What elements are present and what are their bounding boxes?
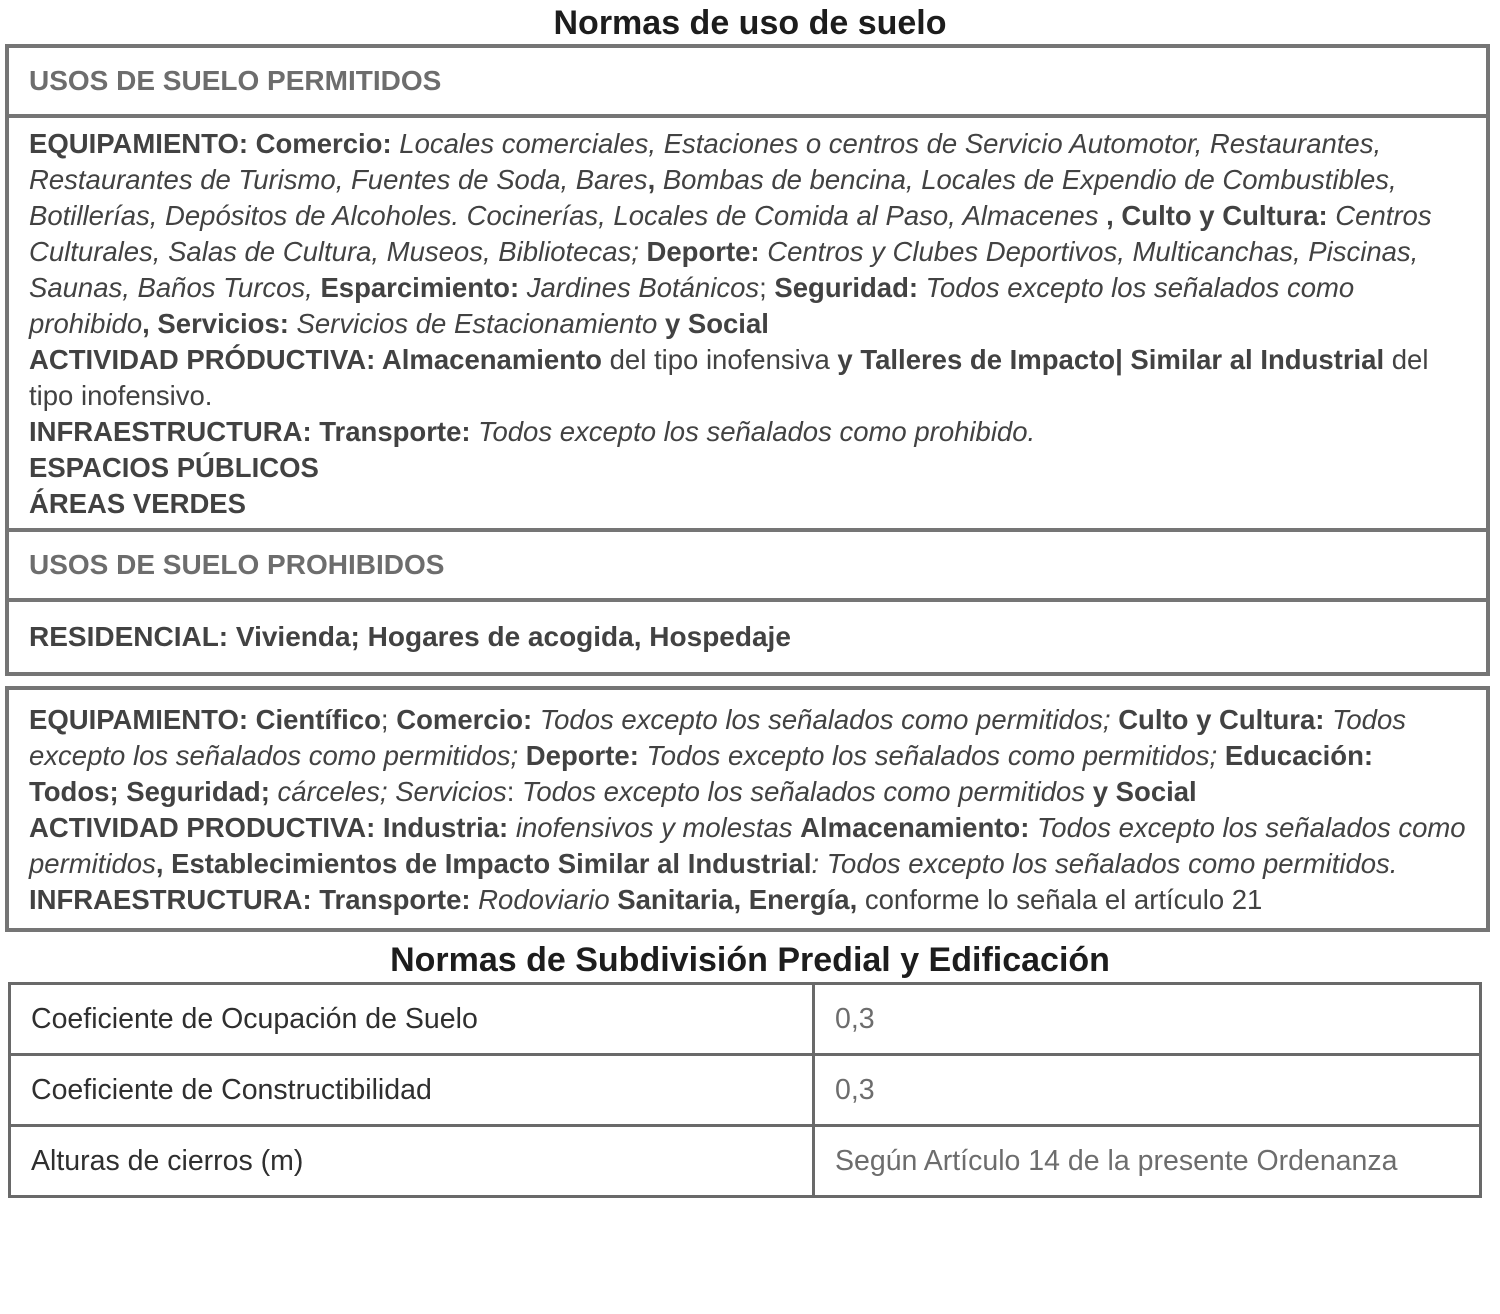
- permitted-paragraph-areas: ÁREAS VERDES: [29, 488, 246, 519]
- prohibited-detail-cell: [9, 690, 1486, 928]
- permitted-paragraph-actividad: ACTIVIDAD PRÓDUCTIVA: Almacenamiento del tipo inofensiva y Talleres de Impacto| Similar al Industrial del tipo inofensivo.: [29, 344, 1429, 411]
- permitted-header-row: USOS DE SUELO PERMITIDOS: [29, 65, 442, 96]
- permitted-detail-cell: [9, 114, 1486, 528]
- prohibited-paragraph-equipamiento: EQUIPAMIENTO: Científico; Comercio: Todos excepto los señalados como permitidos; Culto y Cultura: Todos excepto los señalados como permitidos; Deporte: Todos excepto los señalados como permitidos; Educación: Todos; Seguridad; cárceles; Servicios: Todos excepto los señalados como permitidos y Social: [29, 704, 1406, 807]
- page-title: Normas de uso de suelo: [553, 4, 947, 42]
- prohibited-header-row: USOS DE SUELO PROHIBIDOS: [9, 528, 1486, 598]
- subdivision-table: [8, 982, 1482, 1198]
- row-label: Coeficiente de Ocupación de Suelo: [11, 985, 815, 1053]
- row-value: Según Artículo 14 de la presente Ordenanza: [835, 1144, 1398, 1177]
- land-use-table: [5, 44, 1490, 676]
- permitted-paragraph-espacios: ESPACIOS PÚBLICOS: [29, 452, 319, 483]
- row-label: Alturas de cierros (m): [11, 1127, 815, 1195]
- permitted-paragraph-infraestructura: INFRAESTRUCTURA: Transporte: Todos excepto los señalados como prohibido.: [29, 416, 1036, 447]
- row-value: 0,3: [835, 1073, 875, 1106]
- prohibited-detail-box: [5, 686, 1490, 932]
- row-value: 0,3: [835, 1002, 875, 1035]
- prohibited-paragraph-infraestructura: INFRAESTRUCTURA: Transporte: Rodoviario Sanitaria, Energía, conforme lo señala el artículo 21: [29, 884, 1263, 915]
- table-row: [11, 985, 1479, 1053]
- table-row: [11, 1124, 1479, 1195]
- table-row: [11, 1053, 1479, 1124]
- prohibited-paragraph-actividad: ACTIVIDAD PRODUCTIVA: Industria: inofensivos y molestas Almacenamiento: Todos excepto los señalados como permitidos, Establecimientos de Impacto Similar al Industrial: Todos excepto los señalados como permitidos.: [29, 812, 1466, 879]
- subdivision-title: Normas de Subdivisión Predial y Edificación: [390, 941, 1110, 979]
- residential-row: RESIDENCIAL: Vivienda; Hogares de acogida, Hospedaje: [9, 598, 1486, 672]
- permitted-paragraph-equipamiento: EQUIPAMIENTO: Comercio: Locales comerciales, Estaciones o centros de Servicio Automotor, Restaurantes, Restaurantes de Turismo, Fuentes de Soda, Bares, Bombas de bencina, Locales de Expendio de Combustibles, Botillerías, Depósitos de Alcoholes. Cocinerías, Locales de Comida al Paso, Almacenes , Culto y Cultura: Centros Culturales, Salas de Cultura, Museos, Bibliotecas; Deporte: Centros y Clubes Deportivos, Multicanchas, Piscinas, Saunas, Baños Turcos, Esparcimiento: Jardines Botánicos; Seguridad: Todos excepto los señalados como prohibido, Servicios: Servicios de Estacionamiento y Social: [29, 128, 1432, 339]
- row-label: Coeficiente de Constructibilidad: [11, 1056, 815, 1124]
